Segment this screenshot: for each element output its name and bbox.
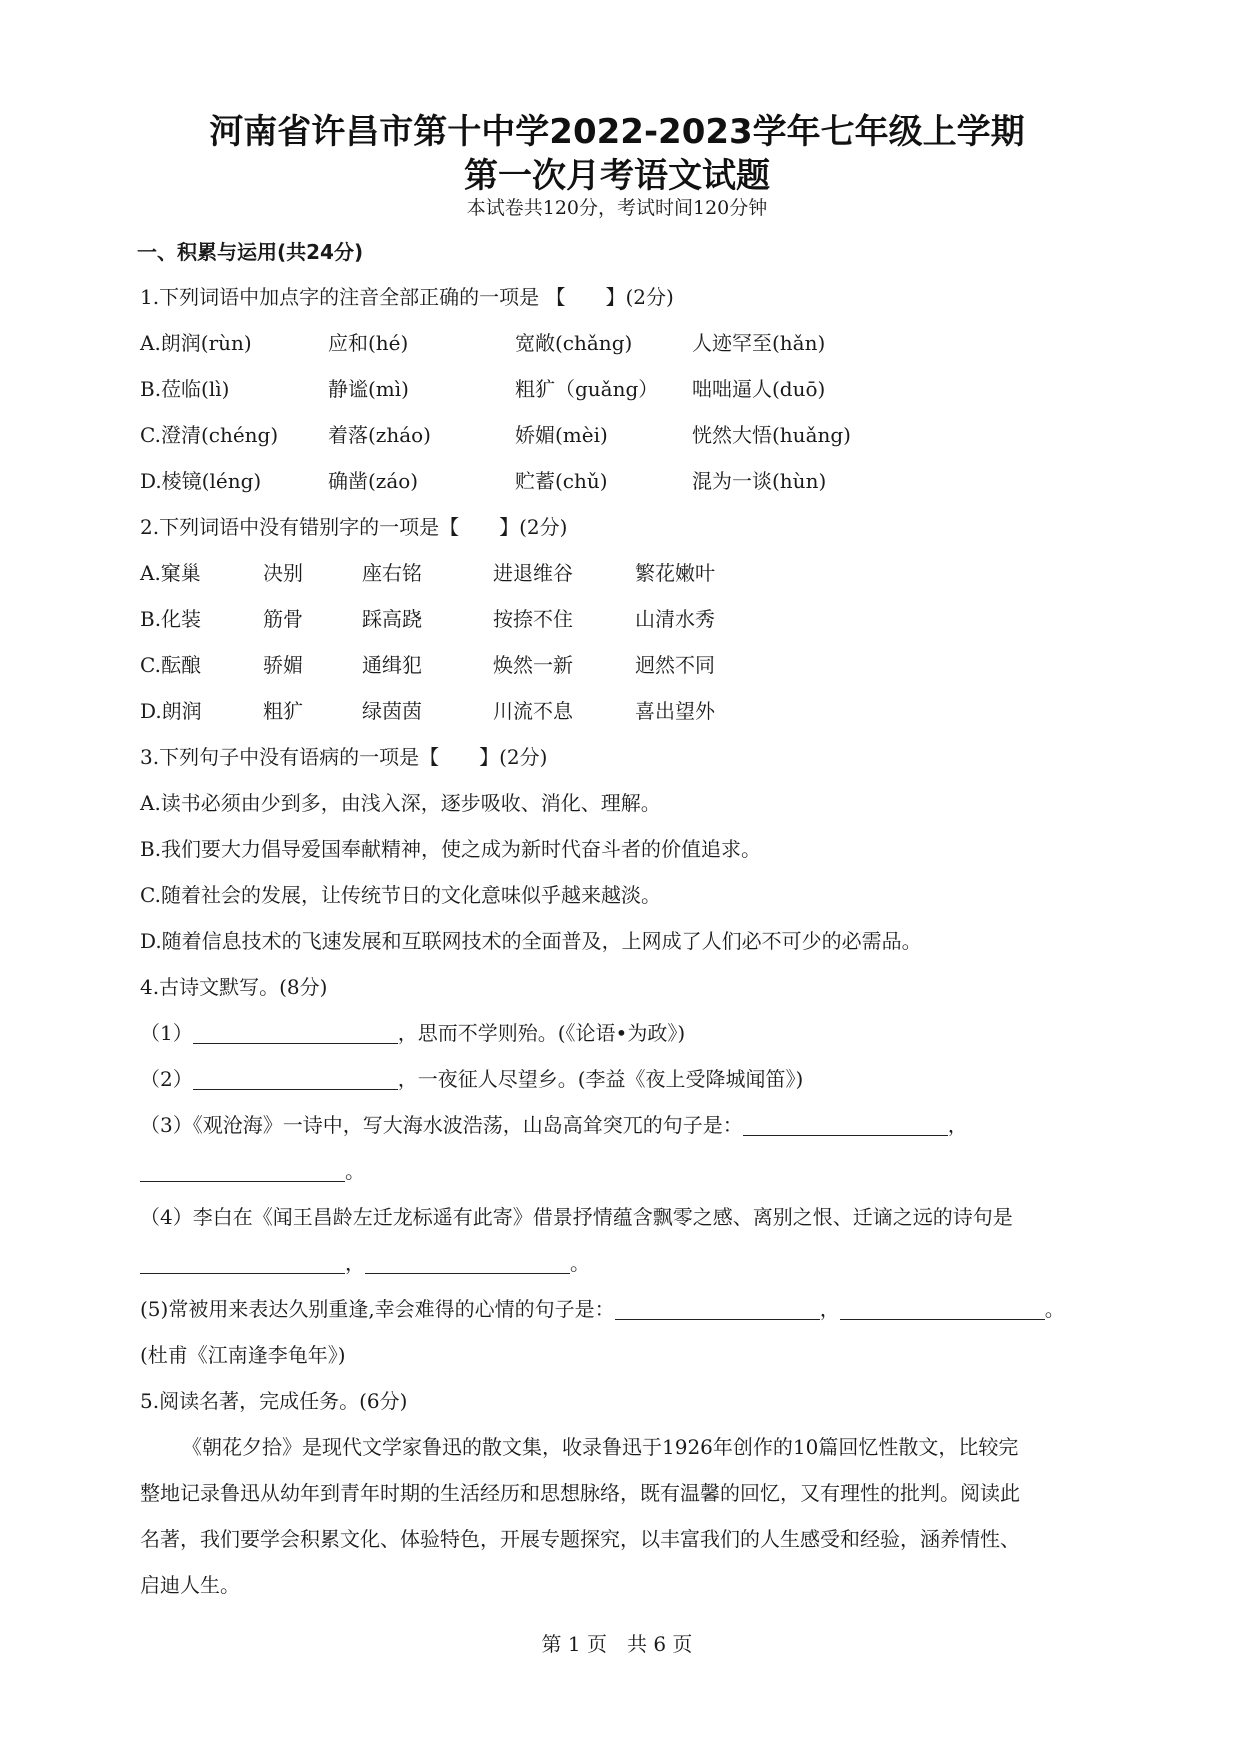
answer-blank[interactable] bbox=[615, 1298, 820, 1320]
q1-option: 娇媚(mèi) bbox=[515, 423, 608, 447]
q2-option: 迥然不同 bbox=[635, 653, 715, 677]
answer-blank[interactable] bbox=[140, 1252, 345, 1274]
punct: ， bbox=[819, 1297, 840, 1321]
answer-blank[interactable] bbox=[193, 1022, 398, 1044]
exam-title-line1: 河南省许昌市第十中学2022-2023学年七年级上学期 bbox=[209, 112, 1025, 152]
q2-option: 筋骨 bbox=[263, 607, 303, 631]
punct: 。 bbox=[1044, 1297, 1065, 1321]
punct: 。 bbox=[345, 1159, 365, 1183]
answer-blank[interactable] bbox=[840, 1298, 1045, 1320]
q1-stem: 1.下列词语中加点字的注音全部正确的一项是 【 】(2分) bbox=[140, 285, 674, 309]
punct: 。 bbox=[570, 1251, 590, 1275]
q1-option: C.澄清(chéng) bbox=[140, 423, 279, 447]
q1-option: 咄咄逼人(duō) bbox=[692, 377, 826, 401]
q5-stem: 5.阅读名著，完成任务。(6分) bbox=[140, 1389, 408, 1413]
q2-option: 骄媚 bbox=[263, 653, 303, 677]
q2-option: 决别 bbox=[263, 561, 303, 585]
q2-stem: 2.下列词语中没有错别字的一项是【 】(2分) bbox=[140, 515, 568, 539]
page-footer: 第 1 页 共 6 页 bbox=[541, 1632, 693, 1656]
q4-stem: 4.古诗文默写。(8分) bbox=[140, 975, 328, 999]
q4-part4-cont bbox=[140, 1247, 590, 1276]
q3-option-b: B.我们要大力倡导爱国奉献精神，使之成为新时代奋斗者的价值追求。 bbox=[140, 837, 762, 861]
q4-part3-cont bbox=[140, 1155, 365, 1184]
q1-option: 应和(hé) bbox=[328, 331, 409, 355]
part-number: （1） bbox=[140, 1021, 193, 1045]
q4-part3 bbox=[140, 1109, 968, 1138]
q4-part4: （4）李白在《闻王昌龄左迁龙标遥有此寄》借景抒情蕴含飘零之感、离别之恨、迁谪之远的诗句是 bbox=[140, 1205, 1013, 1229]
q2-option: B.化装 bbox=[140, 607, 202, 631]
q1-option: D.棱镜(léng) bbox=[140, 469, 262, 493]
q2-option: 粗犷 bbox=[263, 699, 303, 723]
punct: ， bbox=[947, 1113, 968, 1137]
q2-option: C.酝酿 bbox=[140, 653, 201, 677]
punct: ， bbox=[345, 1251, 365, 1275]
q2-option: 山清水秀 bbox=[635, 607, 715, 631]
q2-option: 踩高跷 bbox=[362, 607, 422, 631]
q2-option: 座右铭 bbox=[362, 561, 422, 585]
part-text: ，一夜征人尽望乡。(李益《夜上受降城闻笛》) bbox=[397, 1067, 804, 1091]
part-text: （3）《观沧海》一诗中，写大海水波浩荡，山岛高耸突兀的句子是： bbox=[140, 1113, 743, 1137]
q4-part5-source: (杜甫《江南逢李龟年》) bbox=[140, 1343, 346, 1367]
exam-title-line2: 第一次月考语文试题 bbox=[464, 156, 770, 196]
q1-option: 宽敞(chǎng) bbox=[515, 331, 633, 355]
answer-blank[interactable] bbox=[140, 1160, 345, 1182]
q2-option: D.朗润 bbox=[140, 699, 202, 723]
q5-paragraph-line: 整地记录鲁迅从幼年到青年时期的生活经历和思想脉络，既有温馨的回忆，又有理性的批判。阅读此 bbox=[140, 1481, 1020, 1505]
q3-stem: 3.下列句子中没有语病的一项是【 】(2分) bbox=[140, 745, 548, 769]
answer-blank[interactable] bbox=[193, 1068, 398, 1090]
part-number: （2） bbox=[140, 1067, 193, 1091]
q1-option: 粗犷（guǎng） bbox=[515, 377, 659, 401]
q1-option: 着落(zháo) bbox=[328, 423, 431, 447]
q2-option: 繁花嫩叶 bbox=[635, 561, 715, 585]
q2-option: 按捺不住 bbox=[493, 607, 573, 631]
q4-part1 bbox=[140, 1017, 685, 1046]
answer-blank[interactable] bbox=[365, 1252, 570, 1274]
q5-paragraph-line: 《朝花夕拾》是现代文学家鲁迅的散文集，收录鲁迅于1926年创作的10篇回忆性散文，比较完 bbox=[182, 1435, 1019, 1459]
q2-option: A.窠巢 bbox=[140, 561, 201, 585]
q5-paragraph-line: 启迪人生。 bbox=[140, 1573, 240, 1597]
q1-option: 确凿(záo) bbox=[328, 469, 419, 493]
q2-option: 川流不息 bbox=[493, 699, 573, 723]
q2-option: 喜出望外 bbox=[635, 699, 715, 723]
q1-option: 静谧(mì) bbox=[328, 377, 409, 401]
answer-blank[interactable] bbox=[743, 1114, 948, 1136]
q1-option: 贮蓄(chǔ) bbox=[515, 469, 608, 493]
q3-option-a: A.读书必须由少到多，由浅入深，逐步吸收、消化、理解。 bbox=[140, 791, 661, 815]
q3-option-c: C.随着社会的发展，让传统节日的文化意味似乎越来越淡。 bbox=[140, 883, 661, 907]
part-text: (5)常被用来表达久别重逢,幸会难得的心情的句子是： bbox=[140, 1297, 615, 1321]
q2-option: 绿茵茵 bbox=[362, 699, 422, 723]
q2-option: 进退维谷 bbox=[493, 561, 573, 585]
exam-subtitle: 本试卷共120分，考试时间120分钟 bbox=[466, 197, 768, 219]
q1-option: 混为一谈(hùn) bbox=[692, 469, 827, 493]
q2-option: 通缉犯 bbox=[362, 653, 422, 677]
q4-part2 bbox=[140, 1063, 803, 1092]
q5-paragraph-line: 名著，我们要学会积累文化、体验特色，开展专题探究，以丰富我们的人生感受和经验，涵养情性、 bbox=[140, 1527, 1020, 1551]
q1-option: B.莅临(lì) bbox=[140, 377, 230, 401]
q1-option: A.朗润(rùn) bbox=[140, 331, 252, 355]
part-text: ，思而不学则殆。(《论语•为政》) bbox=[397, 1021, 686, 1045]
q2-option: 焕然一新 bbox=[493, 653, 573, 677]
q3-option-d: D.随着信息技术的飞速发展和互联网技术的全面普及，上网成了人们必不可少的必需品。 bbox=[140, 929, 922, 953]
q1-option: 恍然大悟(huǎng) bbox=[692, 423, 851, 447]
q1-option: 人迹罕至(hǎn) bbox=[692, 331, 826, 355]
q4-part5 bbox=[140, 1293, 1065, 1322]
section-heading: 一、积累与运用(共24分) bbox=[137, 240, 364, 264]
